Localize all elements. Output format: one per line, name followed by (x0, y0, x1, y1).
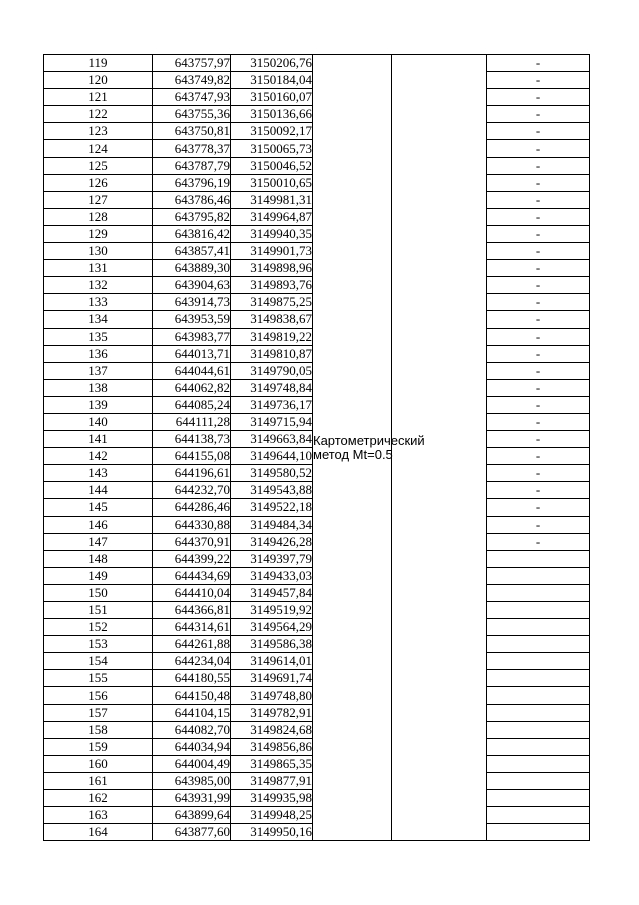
coordinate-y-cell: 3149564,29 (231, 619, 313, 636)
coordinate-y-cell: 3149893,76 (231, 277, 313, 294)
accuracy-cell (487, 636, 590, 653)
coordinate-y-cell: 3149426,28 (231, 533, 313, 550)
coordinate-x-cell: 644410,04 (153, 584, 231, 601)
coordinates-table (43, 54, 590, 841)
accuracy-cell: - (487, 243, 590, 260)
point-number-cell: 130 (44, 243, 153, 260)
accuracy-cell: - (487, 140, 590, 157)
accuracy-cell: - (487, 157, 590, 174)
coordinate-x-cell: 643755,36 (153, 106, 231, 123)
coordinate-x-cell: 644013,71 (153, 345, 231, 362)
accuracy-cell: - (487, 225, 590, 242)
coordinate-y-cell: 3150092,17 (231, 123, 313, 140)
coordinate-x-cell: 643787,79 (153, 157, 231, 174)
point-number-cell: 128 (44, 208, 153, 225)
coordinate-x-cell: 644314,61 (153, 619, 231, 636)
coordinate-x-cell: 643749,82 (153, 72, 231, 89)
accuracy-cell: - (487, 396, 590, 413)
point-number-cell: 140 (44, 413, 153, 430)
accuracy-cell: - (487, 174, 590, 191)
coordinates-table-body (44, 55, 590, 841)
accuracy-cell: - (487, 345, 590, 362)
point-number-cell: 153 (44, 636, 153, 653)
accuracy-cell: - (487, 191, 590, 208)
point-number-cell: 161 (44, 772, 153, 789)
coordinate-y-cell: 3149875,25 (231, 294, 313, 311)
accuracy-cell (487, 824, 590, 841)
coordinate-x-cell: 644082,70 (153, 721, 231, 738)
accuracy-cell: - (487, 123, 590, 140)
point-number-cell: 129 (44, 225, 153, 242)
point-number-cell: 120 (44, 72, 153, 89)
coordinate-y-cell: 3149748,84 (231, 379, 313, 396)
coordinate-x-cell: 644261,88 (153, 636, 231, 653)
coordinate-y-cell: 3149940,35 (231, 225, 313, 242)
point-number-cell: 148 (44, 550, 153, 567)
coordinate-y-cell: 3149748,80 (231, 687, 313, 704)
method-label-line1: Картометрический (313, 432, 425, 448)
accuracy-cell: - (487, 516, 590, 533)
coordinate-x-cell: 644150,48 (153, 687, 231, 704)
accuracy-cell (487, 602, 590, 619)
point-number-cell: 145 (44, 499, 153, 516)
point-number-cell: 149 (44, 567, 153, 584)
coordinate-x-cell: 644155,08 (153, 448, 231, 465)
coordinate-x-cell: 643857,41 (153, 243, 231, 260)
accuracy-cell (487, 755, 590, 772)
accuracy-cell: - (487, 465, 590, 482)
coordinate-x-cell: 644044,61 (153, 362, 231, 379)
accuracy-cell: - (487, 533, 590, 550)
point-number-cell: 143 (44, 465, 153, 482)
accuracy-cell (487, 653, 590, 670)
coordinate-x-cell: 643983,77 (153, 328, 231, 345)
accuracy-cell: - (487, 260, 590, 277)
accuracy-cell: - (487, 311, 590, 328)
coordinate-y-cell: 3149898,96 (231, 260, 313, 277)
point-number-cell: 159 (44, 738, 153, 755)
accuracy-cell (487, 772, 590, 789)
point-number-cell: 133 (44, 294, 153, 311)
accuracy-cell: - (487, 277, 590, 294)
coordinate-x-cell: 643816,42 (153, 225, 231, 242)
point-number-cell: 150 (44, 584, 153, 601)
coordinate-y-cell: 3149935,98 (231, 790, 313, 807)
coordinate-x-cell: 644399,22 (153, 550, 231, 567)
coordinate-x-cell: 643750,81 (153, 123, 231, 140)
coordinate-y-cell: 3149522,18 (231, 499, 313, 516)
coordinate-y-cell: 3149964,87 (231, 208, 313, 225)
accuracy-cell: - (487, 208, 590, 225)
point-number-cell: 136 (44, 345, 153, 362)
point-number-cell: 142 (44, 448, 153, 465)
point-number-cell: 155 (44, 670, 153, 687)
coordinate-x-cell: 644111,28 (153, 413, 231, 430)
coordinate-y-cell: 3149819,22 (231, 328, 313, 345)
point-number-cell: 131 (44, 260, 153, 277)
accuracy-cell (487, 550, 590, 567)
coordinate-x-cell: 644196,61 (153, 465, 231, 482)
coordinate-x-cell: 644234,04 (153, 653, 231, 670)
coordinate-x-cell: 644062,82 (153, 379, 231, 396)
accuracy-cell: - (487, 55, 590, 72)
point-number-cell: 164 (44, 824, 153, 841)
accuracy-cell (487, 619, 590, 636)
coordinate-x-cell: 644085,24 (153, 396, 231, 413)
point-number-cell: 125 (44, 157, 153, 174)
coordinate-y-cell: 3149790,05 (231, 362, 313, 379)
accuracy-cell (487, 738, 590, 755)
method-label-line2: метод Mt=0.5 (313, 446, 393, 462)
coordinate-y-cell: 3149691,74 (231, 670, 313, 687)
point-number-cell: 163 (44, 807, 153, 824)
coordinate-y-cell: 3149484,34 (231, 516, 313, 533)
accuracy-cell (487, 790, 590, 807)
coordinate-x-cell: 644232,70 (153, 482, 231, 499)
coordinate-y-cell: 3149614,01 (231, 653, 313, 670)
accuracy-cell (487, 721, 590, 738)
coordinate-y-cell: 3149586,38 (231, 636, 313, 653)
coordinate-y-cell: 3150160,07 (231, 89, 313, 106)
point-number-cell: 162 (44, 790, 153, 807)
coordinate-x-cell: 644366,81 (153, 602, 231, 619)
accuracy-cell: - (487, 89, 590, 106)
accuracy-cell: - (487, 413, 590, 430)
point-number-cell: 151 (44, 602, 153, 619)
point-number-cell: 127 (44, 191, 153, 208)
coordinate-x-cell: 644330,88 (153, 516, 231, 533)
accuracy-cell (487, 704, 590, 721)
point-number-cell: 154 (44, 653, 153, 670)
coordinate-y-cell: 3149736,17 (231, 396, 313, 413)
coordinate-y-cell: 3149824,68 (231, 721, 313, 738)
coordinate-x-cell: 643795,82 (153, 208, 231, 225)
coordinate-x-cell: 643757,97 (153, 55, 231, 72)
coordinate-y-cell: 3149397,79 (231, 550, 313, 567)
empty-column-cell (392, 55, 487, 841)
coordinate-y-cell: 3149580,52 (231, 465, 313, 482)
coordinate-x-cell: 644034,94 (153, 738, 231, 755)
coordinate-y-cell: 3150010,65 (231, 174, 313, 191)
coordinate-x-cell: 644286,46 (153, 499, 231, 516)
accuracy-cell: - (487, 448, 590, 465)
accuracy-cell: - (487, 362, 590, 379)
accuracy-cell (487, 567, 590, 584)
coordinate-y-cell: 3149981,31 (231, 191, 313, 208)
coordinate-x-cell: 643778,37 (153, 140, 231, 157)
point-number-cell: 124 (44, 140, 153, 157)
point-number-cell: 138 (44, 379, 153, 396)
accuracy-cell: - (487, 72, 590, 89)
point-number-cell: 147 (44, 533, 153, 550)
coordinate-y-cell: 3150136,66 (231, 106, 313, 123)
coordinate-y-cell: 3149433,03 (231, 567, 313, 584)
accuracy-cell: - (487, 379, 590, 396)
point-number-cell: 123 (44, 123, 153, 140)
coordinate-x-cell: 643904,63 (153, 277, 231, 294)
accuracy-cell (487, 584, 590, 601)
coordinate-x-cell: 643953,59 (153, 311, 231, 328)
accuracy-cell (487, 670, 590, 687)
coordinate-y-cell: 3150065,73 (231, 140, 313, 157)
coordinate-x-cell: 643985,00 (153, 772, 231, 789)
point-number-cell: 132 (44, 277, 153, 294)
coordinate-y-cell: 3149948,25 (231, 807, 313, 824)
point-number-cell: 146 (44, 516, 153, 533)
coordinate-x-cell: 643889,30 (153, 260, 231, 277)
accuracy-cell: - (487, 106, 590, 123)
coordinate-x-cell: 644434,69 (153, 567, 231, 584)
coordinate-x-cell: 643786,46 (153, 191, 231, 208)
point-number-cell: 134 (44, 311, 153, 328)
accuracy-cell: - (487, 499, 590, 516)
coordinate-y-cell: 3149877,91 (231, 772, 313, 789)
point-number-cell: 157 (44, 704, 153, 721)
coordinate-x-cell: 644180,55 (153, 670, 231, 687)
point-number-cell: 122 (44, 106, 153, 123)
coordinate-y-cell: 3150184,04 (231, 72, 313, 89)
accuracy-cell (487, 687, 590, 704)
coordinate-x-cell: 643899,64 (153, 807, 231, 824)
coordinate-y-cell: 3149782,91 (231, 704, 313, 721)
coordinate-x-cell: 643931,99 (153, 790, 231, 807)
method-cell (313, 55, 425, 841)
coordinate-y-cell: 3149865,35 (231, 755, 313, 772)
coordinate-y-cell: 3149644,10 (231, 448, 313, 465)
coordinate-y-cell: 3149950,16 (231, 824, 313, 841)
coordinate-y-cell: 3149810,87 (231, 345, 313, 362)
coordinate-x-cell: 644004,49 (153, 755, 231, 772)
point-number-cell: 158 (44, 721, 153, 738)
coordinate-y-cell: 3149856,86 (231, 738, 313, 755)
coordinate-x-cell: 644138,73 (153, 431, 231, 448)
coordinate-y-cell: 3149519,92 (231, 602, 313, 619)
accuracy-cell: - (487, 294, 590, 311)
point-number-cell: 152 (44, 619, 153, 636)
point-number-cell: 137 (44, 362, 153, 379)
coordinate-y-cell: 3150046,52 (231, 157, 313, 174)
point-number-cell: 156 (44, 687, 153, 704)
point-number-cell: 144 (44, 482, 153, 499)
coordinate-x-cell: 644104,15 (153, 704, 231, 721)
coordinate-x-cell: 643914,73 (153, 294, 231, 311)
coordinate-y-cell: 3149543,88 (231, 482, 313, 499)
accuracy-cell: - (487, 431, 590, 448)
coordinate-x-cell: 644370,91 (153, 533, 231, 550)
point-number-cell: 121 (44, 89, 153, 106)
coordinate-y-cell: 3149663,84 (231, 431, 313, 448)
accuracy-cell: - (487, 482, 590, 499)
coordinate-x-cell: 643877,60 (153, 824, 231, 841)
point-number-cell: 119 (44, 55, 153, 72)
coordinate-y-cell: 3149901,73 (231, 243, 313, 260)
accuracy-cell (487, 807, 590, 824)
point-number-cell: 160 (44, 755, 153, 772)
coordinate-y-cell: 3150206,76 (231, 55, 313, 72)
coordinate-x-cell: 643796,19 (153, 174, 231, 191)
accuracy-cell: - (487, 328, 590, 345)
coordinate-y-cell: 3149838,67 (231, 311, 313, 328)
point-number-cell: 141 (44, 431, 153, 448)
point-number-cell: 139 (44, 396, 153, 413)
point-number-cell: 126 (44, 174, 153, 191)
point-number-cell: 135 (44, 328, 153, 345)
coordinate-y-cell: 3149457,84 (231, 584, 313, 601)
coordinate-x-cell: 643747,93 (153, 89, 231, 106)
table-row (44, 55, 590, 72)
coordinate-y-cell: 3149715,94 (231, 413, 313, 430)
